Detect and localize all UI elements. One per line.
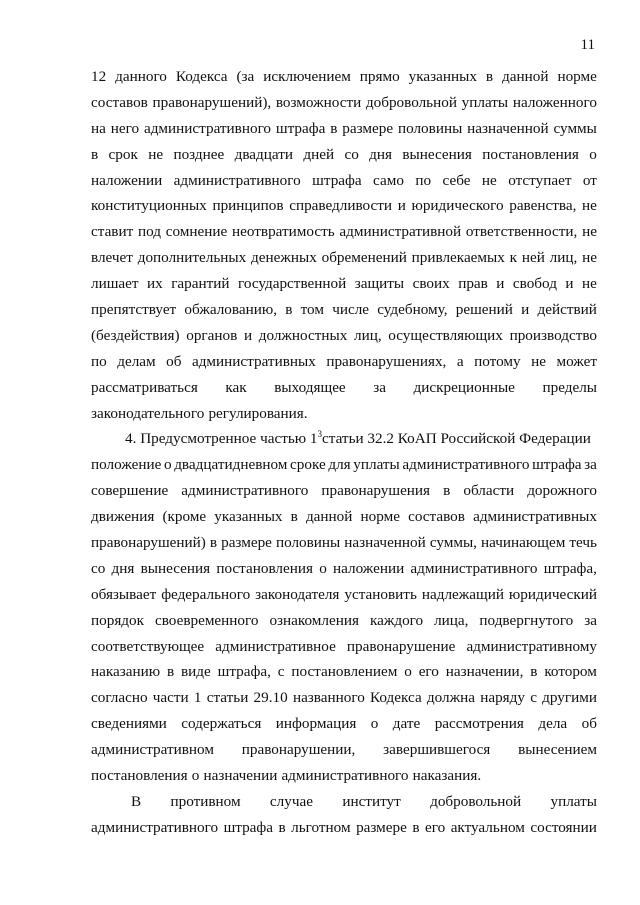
word: виде <box>181 663 211 681</box>
word: регулирования. <box>208 404 308 422</box>
word: об <box>581 715 597 733</box>
word: административное <box>215 637 336 655</box>
text-line <box>91 142 597 168</box>
word: в <box>443 482 451 500</box>
word: названного <box>292 689 365 707</box>
word: со <box>91 559 106 577</box>
word: административного <box>91 818 219 836</box>
word: административному <box>466 637 597 655</box>
word: как <box>225 378 247 396</box>
word: со <box>344 145 359 163</box>
word: назначенной <box>467 119 549 137</box>
word: него <box>110 119 140 137</box>
word: том <box>300 301 324 319</box>
word: правонарушений) <box>91 534 206 552</box>
word: каждого <box>369 611 424 629</box>
word: 12 <box>91 68 107 85</box>
word: завершившегося <box>383 741 491 759</box>
word: юридического <box>411 197 504 215</box>
word: уплаты <box>550 792 597 810</box>
word: составов <box>91 93 148 111</box>
text-line <box>91 323 597 349</box>
word: (кроме <box>162 508 207 526</box>
word: дней <box>303 145 335 163</box>
word: законодательного <box>91 404 205 422</box>
word: административном <box>91 741 214 759</box>
word: штрафа <box>275 119 326 137</box>
word: назначении, <box>445 663 524 681</box>
word: половины <box>397 119 463 137</box>
word: штрафа, <box>217 663 271 681</box>
word: о <box>589 145 597 163</box>
word: добровольной <box>365 93 457 111</box>
paragraph-first-line <box>91 426 597 452</box>
text-line <box>91 789 597 815</box>
word: правонарушения <box>321 482 431 500</box>
text-line <box>91 271 597 297</box>
word: размере <box>356 818 407 836</box>
word: положение <box>91 456 162 474</box>
word: рассматриваться <box>91 378 198 396</box>
word: лиц, <box>549 249 578 267</box>
word: сведениями <box>91 715 167 733</box>
word: препятствует <box>91 301 177 319</box>
word: его <box>425 818 446 836</box>
word: действий <box>537 301 597 319</box>
word: движения <box>91 508 155 526</box>
word: размере <box>221 534 272 552</box>
word: постановлением <box>291 663 398 681</box>
word: не <box>582 223 597 241</box>
paragraph-item-4 <box>91 426 597 788</box>
word: рассмотрения <box>434 715 524 733</box>
word: срок <box>108 145 138 163</box>
word: с <box>530 689 537 707</box>
word: (за <box>236 68 255 85</box>
word: указанных <box>214 508 283 526</box>
word: себе <box>442 171 471 189</box>
word: в <box>412 818 420 836</box>
word: ответственности, <box>465 223 578 241</box>
word: административного <box>143 119 272 137</box>
word: осуществляющих <box>388 326 503 344</box>
word: начинающем <box>481 534 566 552</box>
word: потому <box>474 352 521 370</box>
word: судебному, <box>377 301 448 319</box>
text-line <box>91 608 597 634</box>
word: не <box>148 145 164 163</box>
word: противном <box>170 792 241 810</box>
word: правонарушений), <box>152 93 272 111</box>
word: штрафа <box>532 456 582 474</box>
text-line <box>91 711 597 737</box>
word: статьи <box>206 689 249 707</box>
text-line <box>91 219 597 245</box>
text-line <box>91 582 597 608</box>
text-line <box>91 349 597 375</box>
word: с <box>277 663 285 681</box>
word: штрафа, <box>543 559 597 577</box>
text-line <box>91 556 597 582</box>
word: пределы <box>542 378 597 396</box>
text-line <box>91 375 597 401</box>
word: штрафа <box>223 818 273 836</box>
word: на <box>91 119 106 137</box>
word: содержаться <box>181 715 262 733</box>
word: институт <box>342 792 401 810</box>
word: принципов <box>212 197 284 215</box>
superscript: 3 <box>317 429 323 440</box>
word: решений <box>455 301 513 319</box>
word: Кодекса <box>175 68 228 85</box>
word: установить <box>344 585 417 603</box>
text-line <box>91 815 597 841</box>
word: не <box>481 171 497 189</box>
word: состоянии <box>530 818 597 836</box>
text-line <box>91 297 597 323</box>
word: о <box>404 663 412 681</box>
text-line <box>91 634 597 660</box>
word: соответствующее <box>91 637 205 655</box>
word: сомнение <box>165 223 228 241</box>
text-line <box>91 478 597 504</box>
word: не <box>582 197 597 215</box>
paragraph-lines <box>91 452 597 789</box>
word: наряду <box>480 689 525 707</box>
word: в <box>278 818 286 836</box>
word: государственной <box>238 275 347 293</box>
word: Кодекса <box>370 689 422 707</box>
word: и <box>496 275 505 293</box>
word: информация <box>275 715 357 733</box>
word: подвергнутого <box>479 611 574 629</box>
word: обременений <box>321 249 407 267</box>
word: своих <box>412 275 450 293</box>
word: порядок <box>91 611 145 629</box>
word: гарантий <box>171 275 230 293</box>
word: назначенной <box>344 534 426 552</box>
word: добровольной <box>430 792 522 810</box>
word: 29.10 <box>253 689 288 707</box>
word: справедливости <box>289 197 393 215</box>
word: административного <box>410 559 538 577</box>
page-number: 11 <box>580 37 595 53</box>
word: обязывает <box>91 585 157 603</box>
word: постановления <box>216 559 313 577</box>
word: административных <box>473 508 597 526</box>
word: к <box>509 249 518 267</box>
word: совершение <box>91 482 169 500</box>
word: правонарушение <box>346 637 456 655</box>
word: наложении <box>91 171 163 189</box>
word: числе <box>332 301 370 319</box>
word: о <box>191 767 200 785</box>
word: другими <box>542 689 597 707</box>
word: отступает <box>508 171 572 189</box>
word: а <box>456 352 464 370</box>
word: ознакомления <box>269 611 359 629</box>
text-line <box>91 504 597 530</box>
word: штрафа <box>312 171 362 189</box>
word: о <box>370 715 379 733</box>
word: актуальном <box>450 818 525 836</box>
text-line: 4. Предусмотренное частью $1^3статьи$ 32.2 КоАП Российской Федерации <box>125 429 591 448</box>
word: административного <box>402 456 530 474</box>
word: об <box>166 352 182 370</box>
word: само <box>373 171 404 189</box>
word: суммы <box>553 119 597 137</box>
word: указанных <box>408 68 477 85</box>
word: двадцатидневном <box>174 456 288 474</box>
word: случае <box>269 792 313 810</box>
word: норме <box>557 68 597 85</box>
word: (бездействия) <box>91 326 180 344</box>
word: дня <box>111 559 135 577</box>
word: о <box>319 559 327 577</box>
word: защиты <box>354 275 405 293</box>
word: за <box>584 456 597 474</box>
word: вынесения <box>140 559 211 577</box>
word: наказания. <box>412 767 482 785</box>
word: позднее <box>173 145 225 163</box>
text-line <box>91 685 597 711</box>
word: административного <box>173 171 301 189</box>
word: течь <box>569 534 597 552</box>
word: назначении <box>203 767 278 785</box>
word: их <box>147 275 163 293</box>
word: правонарушении, <box>241 741 356 759</box>
word: ставит <box>91 223 134 241</box>
word: не <box>531 352 546 370</box>
word: дела <box>538 715 568 733</box>
word: его <box>418 663 439 681</box>
word: привлекаемых <box>411 249 505 267</box>
word: дате <box>392 715 421 733</box>
word: вынесения <box>402 145 472 163</box>
word: в <box>530 663 538 681</box>
text-line <box>91 116 597 142</box>
word: органов <box>186 326 238 344</box>
word: не <box>582 275 597 293</box>
word: постановления <box>91 767 188 785</box>
word: лиц, <box>354 326 382 344</box>
word: исключением <box>263 68 351 85</box>
word: наложенного <box>512 93 597 111</box>
word: не <box>582 249 597 267</box>
word: вынесением <box>518 741 597 759</box>
paragraph-continued <box>91 64 597 426</box>
word: в <box>209 534 218 552</box>
word: лишает <box>91 275 139 293</box>
word: делам <box>117 352 156 370</box>
word: конституционных <box>91 197 207 215</box>
word: неотвратимость <box>232 223 335 241</box>
word: дня <box>369 145 392 163</box>
text-line <box>91 90 597 116</box>
word: и <box>521 301 530 319</box>
word: возможности <box>275 93 362 111</box>
word: согласно <box>91 689 148 707</box>
word: лица, <box>434 611 469 629</box>
word: обжалованию, <box>184 301 278 319</box>
word: может <box>556 352 597 370</box>
text-line <box>91 452 597 478</box>
word: в <box>285 301 293 319</box>
word: своевременного <box>154 611 259 629</box>
word: ней <box>521 249 545 267</box>
text-line <box>91 168 597 194</box>
word: влечет <box>91 249 133 267</box>
word: административных <box>191 352 316 370</box>
word: денежных <box>251 249 317 267</box>
word: прав <box>458 275 488 293</box>
word: области <box>463 482 515 500</box>
text-line <box>91 530 597 556</box>
word: от <box>582 171 597 189</box>
word: за <box>584 611 597 629</box>
word: и <box>565 275 574 293</box>
word: и <box>243 326 253 344</box>
word: дополнительных <box>137 249 247 267</box>
word: юридический <box>508 585 597 603</box>
word: размере <box>342 119 394 137</box>
word: В <box>131 792 142 810</box>
word: для <box>328 456 351 474</box>
text-line <box>91 659 597 685</box>
word: наложении <box>333 559 405 577</box>
word: о <box>163 456 172 474</box>
word: части <box>152 689 189 707</box>
text-line <box>91 763 597 789</box>
word: должностных <box>258 326 348 344</box>
word: под <box>137 223 161 241</box>
word: в <box>330 119 338 137</box>
word: в <box>290 508 298 526</box>
document-body <box>91 64 597 841</box>
word: наказанию <box>91 663 161 681</box>
word: норме <box>360 508 400 526</box>
text-line <box>91 401 597 427</box>
word: прямо <box>359 68 400 85</box>
word: в <box>91 145 99 163</box>
word: в <box>485 68 494 85</box>
word: дискреционные <box>413 378 515 396</box>
word: данной <box>502 68 549 85</box>
word: и <box>397 197 406 215</box>
word: законодателя <box>255 585 340 603</box>
word: уплаты <box>461 93 509 111</box>
word: дорожного <box>527 482 597 500</box>
word: составов <box>408 508 465 526</box>
word: по <box>415 171 432 189</box>
word: половины <box>275 534 341 552</box>
word: административного <box>281 767 409 785</box>
word: равенства, <box>509 197 577 215</box>
word: в <box>166 663 175 681</box>
word: должна <box>426 689 475 707</box>
text-line <box>91 193 597 219</box>
word: суммы, <box>429 534 477 552</box>
word: данного <box>115 68 167 85</box>
word: двадцати <box>234 145 293 163</box>
word: данной <box>305 508 353 526</box>
word: надлежащий <box>421 585 504 603</box>
word: уплаты <box>353 456 400 474</box>
word: выходящее <box>274 378 346 396</box>
word: постановления <box>482 145 579 163</box>
word: правонарушениях, <box>326 352 447 370</box>
word: административной <box>339 223 462 241</box>
text-line <box>91 64 597 90</box>
word: свобод <box>512 275 557 293</box>
word: сроке <box>290 456 326 474</box>
word: котором <box>544 663 597 681</box>
text-line <box>91 245 597 271</box>
word: производство <box>509 326 597 344</box>
word: льготном <box>291 818 351 836</box>
word: за <box>373 378 386 396</box>
word: федерального <box>161 585 251 603</box>
text-line <box>91 737 597 763</box>
word: по <box>91 352 107 370</box>
word: 1 <box>193 689 202 707</box>
paragraph-otherwise <box>91 789 597 841</box>
word: административного <box>181 482 309 500</box>
